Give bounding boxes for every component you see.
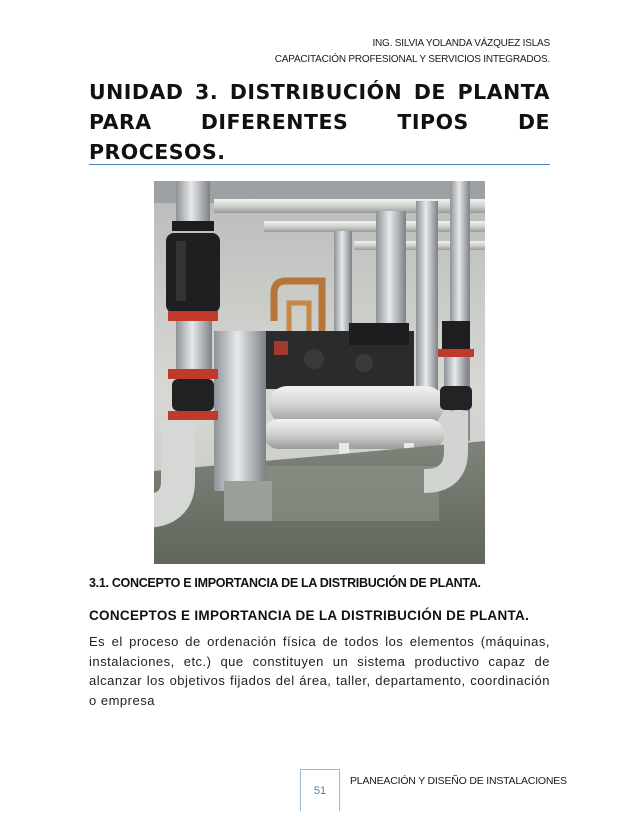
unit-title: UNIDAD 3. DISTRIBUCIÓN DE PLANTA PARA DIFERENTES TIPOS DE PROCESOS. bbox=[89, 80, 550, 164]
industrial-equipment-photo bbox=[154, 181, 485, 564]
title-divider bbox=[89, 164, 550, 165]
section-heading: 3.1. CONCEPTO E IMPORTANCIA DE LA DISTRIBUCIÓN DE PLANTA. bbox=[89, 576, 481, 590]
header-author: ING. SILVIA YOLANDA VÁZQUEZ ISLAS bbox=[372, 38, 550, 49]
header-organization: CAPACITACIÓN PROFESIONAL Y SERVICIOS INTEGRADOS. bbox=[274, 54, 550, 65]
footer-title: PLANEACIÓN Y DISEÑO DE INSTALACIONES bbox=[350, 775, 567, 787]
page-number: 51 bbox=[313, 784, 327, 797]
page-header bbox=[275, 36, 550, 68]
sub-heading: CONCEPTOS E IMPORTANCIA DE LA DISTRIBUCIÓN DE PLANTA. bbox=[89, 608, 530, 623]
page-number-box bbox=[300, 769, 340, 811]
body-paragraph: Es el proceso de ordenación física de todos los elementos (máquinas, instalaciones, etc.) que constituyen un sistema productivo capaz de alcanzar los objetivos fijados del área, taller, departamento, coordinación o empresa bbox=[89, 634, 550, 708]
